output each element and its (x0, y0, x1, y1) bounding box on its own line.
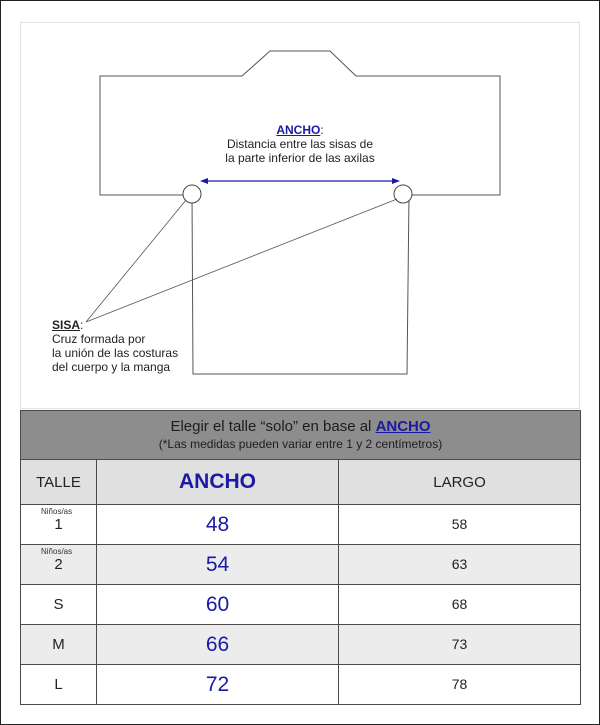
ancho-value: 48 (205, 512, 230, 536)
right-sisa-circle (394, 185, 412, 203)
talle-cell (21, 665, 97, 705)
largo-value: 63 (451, 555, 468, 572)
ancho-value: 66 (205, 632, 230, 656)
largo-value: 58 (451, 515, 468, 532)
talle-value: 2 (54, 555, 63, 573)
column-header-row (21, 460, 581, 505)
ancho-annotation-line2: la parte inferior de las axilas (225, 151, 375, 165)
table-row (21, 505, 581, 545)
ancho-arrow (200, 178, 400, 184)
sisa-annotation-line2: la unión de las costuras (52, 346, 179, 360)
largo-value: 78 (451, 675, 468, 692)
size-table (20, 410, 581, 705)
sisa-annotation-line3: del cuerpo y la manga (52, 360, 171, 374)
sisa-pointer-lines (86, 199, 397, 322)
talle-cell (21, 625, 97, 665)
talle-sublabel: Niños/as (41, 507, 73, 516)
table-title-cell (21, 411, 581, 460)
talle-sublabel: Niños/as (41, 547, 73, 556)
talle-cell (21, 505, 97, 545)
talle-value: M (52, 635, 65, 653)
talle-value: L (54, 675, 63, 693)
ancho-annotation-colon: : (320, 123, 324, 137)
table-row (21, 585, 581, 625)
column-header-talle: TALLE (21, 460, 97, 505)
largo-value: 73 (451, 635, 468, 652)
column-header-largo: LARGO (339, 460, 581, 505)
sisa-annotation-line1: Cruz formada por (52, 332, 146, 346)
ancho-value: 54 (205, 552, 230, 576)
sisa-annotation (52, 318, 222, 374)
table-title-highlight: ANCHO (375, 418, 431, 435)
largo-value: 68 (451, 595, 468, 612)
talle-value: 1 (54, 515, 63, 533)
table-note: (*Las medidas pueden variar entre 1 y 2 centímetros) (158, 437, 443, 451)
ancho-annotation (200, 123, 400, 165)
table-row (21, 545, 581, 585)
table-row (21, 665, 581, 705)
talle-cell (21, 545, 97, 585)
ancho-value: 72 (205, 672, 230, 696)
sisa-annotation-title: SISA (52, 318, 81, 332)
column-header-ancho: ANCHO (97, 460, 339, 505)
talle-cell (21, 585, 97, 625)
ancho-value: 60 (205, 592, 230, 616)
sisa-annotation-colon: : (80, 318, 84, 332)
table-title-prefix: Elegir el talle “solo” en base al (170, 418, 372, 435)
ancho-annotation-title: ANCHO (276, 123, 321, 137)
table-header-row (21, 411, 581, 460)
table-row (21, 625, 581, 665)
talle-value: S (53, 595, 64, 613)
ancho-annotation-line1: Distancia entre las sisas de (226, 137, 374, 151)
